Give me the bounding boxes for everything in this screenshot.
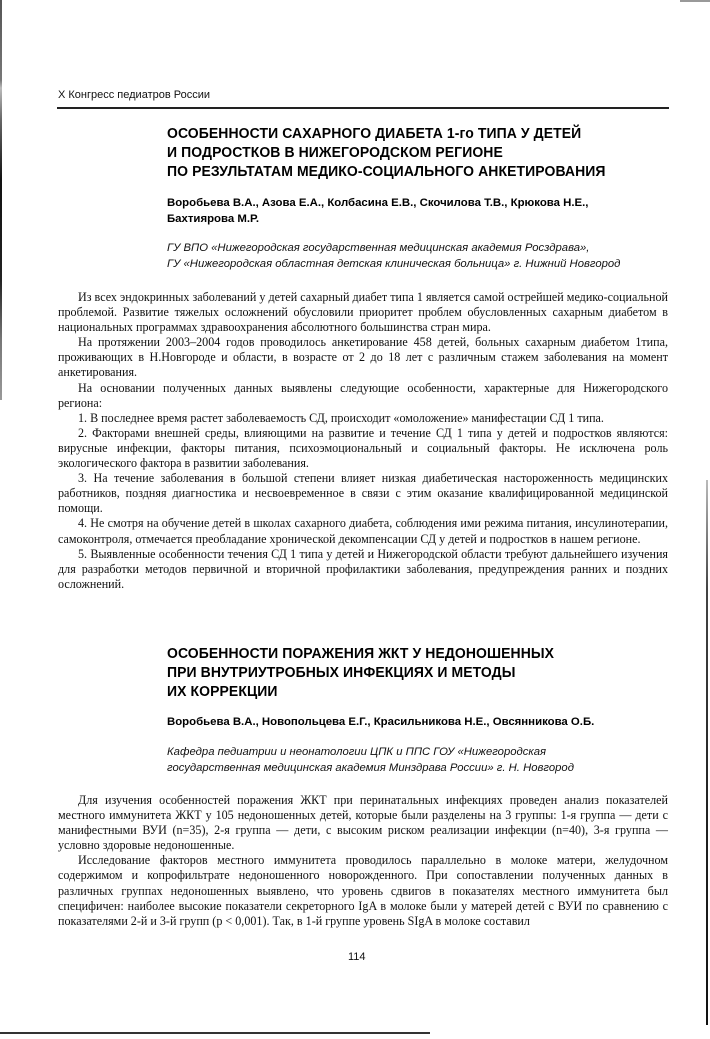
article-2-body [58,793,668,929]
list-item: 2. Факторами внешней среды, влияющими на развитие и течение СД 1 типа у детей и подростков являются: вирусные инфекции, факторы питания, психоэмоциональный и социальный факторы. Не исключена роль экологического фактора в развитии заболевания. [58,425,668,471]
authors-line: Воробьева В.А., Новопольцева Е.Г., Красильникова Н.Е., Овсянникова О.Б. [167,716,595,728]
title-line: ОСОБЕННОСТИ САХАРНОГО ДИАБЕТА 1-го ТИПА У ДЕТЕЙ [167,125,582,142]
affiliation-line: Кафедра педиатрии и неонатологии ЦПК и ППС ГОУ «Нижегородская [167,746,547,758]
paragraph: Из всех эндокринных заболеваний у детей сахарный диабет типа 1 является самой острейшей медико-социальной проблемой. Развитие тяжелых осложнений обусловили приоритет проблем обусловленных сахарным диабетом в национальных программах здравоохранения абсолютного большинства стран мира. [58,290,668,335]
affiliation-line: ГУ ВПО «Нижегородская государственная медицинская академия Росздрава», [167,242,590,254]
article-1-authors [167,195,588,227]
list-item: 4. Не смотря на обучение детей в школах сахарного диабета, соблюдения ими режима питания, инсулинотерапии, самоконтроля, отмечается преобладание хронической декомпенсации СД у детей и подростков в нашем регионе. [58,516,668,546]
paragraph: Для изучения особенностей поражения ЖКТ при перинатальных инфекциях проведен анализ показателей местного иммунитета ЖКТ у 105 недоношенных детей, которые были разделены на 3 группы: 1-я группа — дети с манифестными ВУИ (n=35), 2-я группа — дети, с высоким риском реализации инфекции (n=40), 3-я группа — условно здоровые недоношенные. [58,793,668,853]
title-line: ОСОБЕННОСТИ ПОРАЖЕНИЯ ЖКТ У НЕДОНОШЕННЫХ [167,645,555,662]
title-line: И ПОДРОСТКОВ В НИЖЕГОРОДСКОМ РЕГИОНЕ [167,144,503,161]
article-2-title [167,644,554,701]
paragraph: Исследование факторов местного иммунитета проводилось параллельно в молоке матери, желудочном содержимом и копрофильтрате недоношенного новорожденного. При сопоставлении полученных данных в различных группах недоношенных выявлено, что уровень сдвигов в показателях местного иммунитета был специфичен: наиболее высокие показатели секреторного IgA в молоке были у матерей детей с ВУИ по сравнению с показателями 2-й и 3-й групп (p < 0,001). Так, в 1-й группе уровень SIgA в молоке составил [58,853,668,928]
article-1-title [167,124,606,181]
paragraph: На основании полученных данных выявлены следующие особенности, характерные для Нижегородского региона: [58,380,668,410]
page-number: 114 [348,951,366,963]
scan-edge-right [706,480,708,1025]
article-2-authors [167,714,594,730]
article-2-affiliation [167,744,574,776]
title-line: ПО РЕЗУЛЬТАТАМ МЕДИКО-СОЦИАЛЬНОГО АНКЕТИРОВАНИЯ [167,163,606,180]
title-line: ПРИ ВНУТРИУТРОБНЫХ ИНФЕКЦИЯХ И МЕТОДЫ [167,664,516,681]
list-item: 5. Выявленные особенности течения СД 1 типа у детей и Нижегородской области требуют дальнейшего изучения для разработки методов первичной и вторичной профилактики заболевания, предупреждения ранних и поздних осложнений. [58,546,668,591]
article-1-affiliation [167,240,620,272]
article-1-body [58,290,668,592]
title-line: ИХ КОРРЕКЦИИ [167,683,278,700]
paragraph: На протяжении 2003–2004 годов проводилось анкетирование 458 детей, больных сахарным диабетом 1типа, проживающих в Н.Новгороде и области, в возрасте от 2 до 18 лет с различным стажем заболевания на момент анкетирования. [58,335,668,380]
scan-edge-top [680,0,710,2]
authors-line: Воробьева В.А., Азова Е.А., Колбасина Е.В., Скочилова Т.В., Крюкова Н.Е., [167,197,589,209]
list-item: 1. В последнее время растет заболеваемость СД, происходит «омоложение» манифестации СД 1 типа. [78,410,604,425]
scan-edge-bottom [0,1032,430,1034]
authors-line: Бахтиярова М.Р. [167,213,260,225]
list-item: 3. На течение заболевания в большой степени влияет низкая диабетическая настороженность медицинских работников, поздняя диагностика и несвоевременное в связи с этим оказание квалифицированной медицинской помощи. [58,471,668,516]
header-rule [57,107,669,109]
affiliation-line: государственная медицинская академия Минздрава России» г. Н. Новгород [167,762,574,774]
scan-edge-left [0,0,2,400]
affiliation-line: ГУ «Нижегородская областная детская клиническая больница» г. Нижний Новгород [167,258,621,270]
running-head: X Конгресс педиатров России [58,89,211,101]
